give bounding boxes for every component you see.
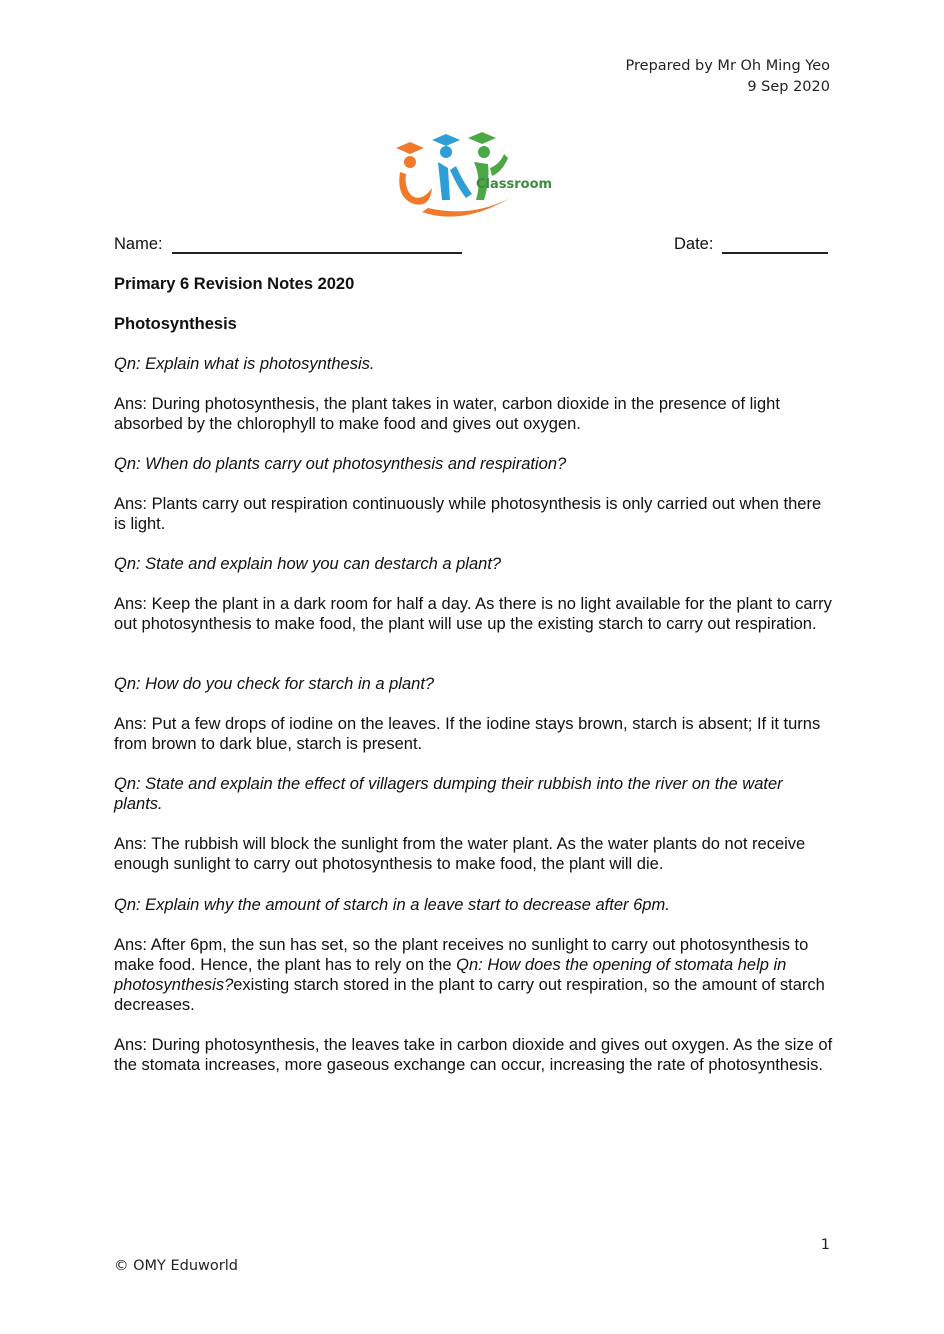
question-6: Qn: Explain why the amount of starch in a leave start to decrease after 6pm.: [114, 896, 670, 914]
document-title: Primary 6 Revision Notes 2020: [114, 275, 355, 293]
answer-6-inserted-question: Qn: How does the opening of stomata help in photosynthesis?: [114, 956, 787, 994]
answer-6-part-1: Ans: After 6pm, the sun has set, so the plant receives no sunlight to carry out photosynthesis to make food. Hence, the plant has to rely on the: [114, 936, 809, 974]
question-2: Qn: When do plants carry out photosynthesis and respiration?: [114, 455, 567, 473]
page-number: 1: [820, 1237, 830, 1253]
section-heading: Photosynthesis: [114, 315, 237, 333]
prepared-by-block: [626, 56, 830, 98]
omy-classroom-logo: [392, 128, 562, 224]
prepared-by: Prepared by Mr Oh Ming Yeo: [625, 58, 830, 74]
answer-6: [114, 935, 834, 1015]
answer-5: Ans: The rubbish will block the sunlight from the water plant. As the water plants do not receive enough sunlight to carry out photosynthesis to make food, the plant will die.: [114, 835, 806, 873]
answer-6-part-2: existing starch stored in the plant to carry out respiration, so the amount of starch decreases.: [114, 976, 825, 1014]
date-blank-line: [722, 252, 828, 254]
copyright-footer: © OMY Eduworld: [114, 1258, 238, 1274]
question-4: Qn: How do you check for starch in a plant?: [114, 675, 435, 693]
answer-3: Ans: Keep the plant in a dark room for half a day. As there is no light available for the plant to carry out photosynthesis to make food, the plant will use up the existing starch to carry out respiration.: [114, 595, 832, 633]
name-blank-line: [172, 252, 462, 254]
question-1: Qn: Explain what is photosynthesis.: [114, 355, 375, 373]
name-date-row: [114, 234, 830, 256]
date-label: Date:: [674, 235, 714, 253]
answer-2: Ans: Plants carry out respiration continuously while photosynthesis is only carried out when there is light.: [114, 495, 822, 533]
answer-4: Ans: Put a few drops of iodine on the leaves. If the iodine stays brown, starch is absent; If it turns from brown to dark blue, starch is present.: [114, 715, 821, 753]
answer-1: Ans: During photosynthesis, the plant takes in water, carbon dioxide in the presence of light absorbed by the chlorophyll to make food and gives out oxygen.: [114, 395, 780, 433]
header-date: 9 Sep 2020: [747, 79, 830, 95]
question-5: Qn: State and explain the effect of villagers dumping their rubbish into the river on the water plants.: [114, 775, 783, 813]
question-3: Qn: State and explain how you can destarch a plant?: [114, 555, 502, 573]
logo-word: Classroom: [476, 177, 553, 192]
name-label: Name:: [114, 235, 163, 253]
answer-7: Ans: During photosynthesis, the leaves take in carbon dioxide and gives out oxygen. As the size of the stomata increases, more gaseous exchange can occur, increasing the rate of photosynthesis.: [114, 1036, 833, 1074]
